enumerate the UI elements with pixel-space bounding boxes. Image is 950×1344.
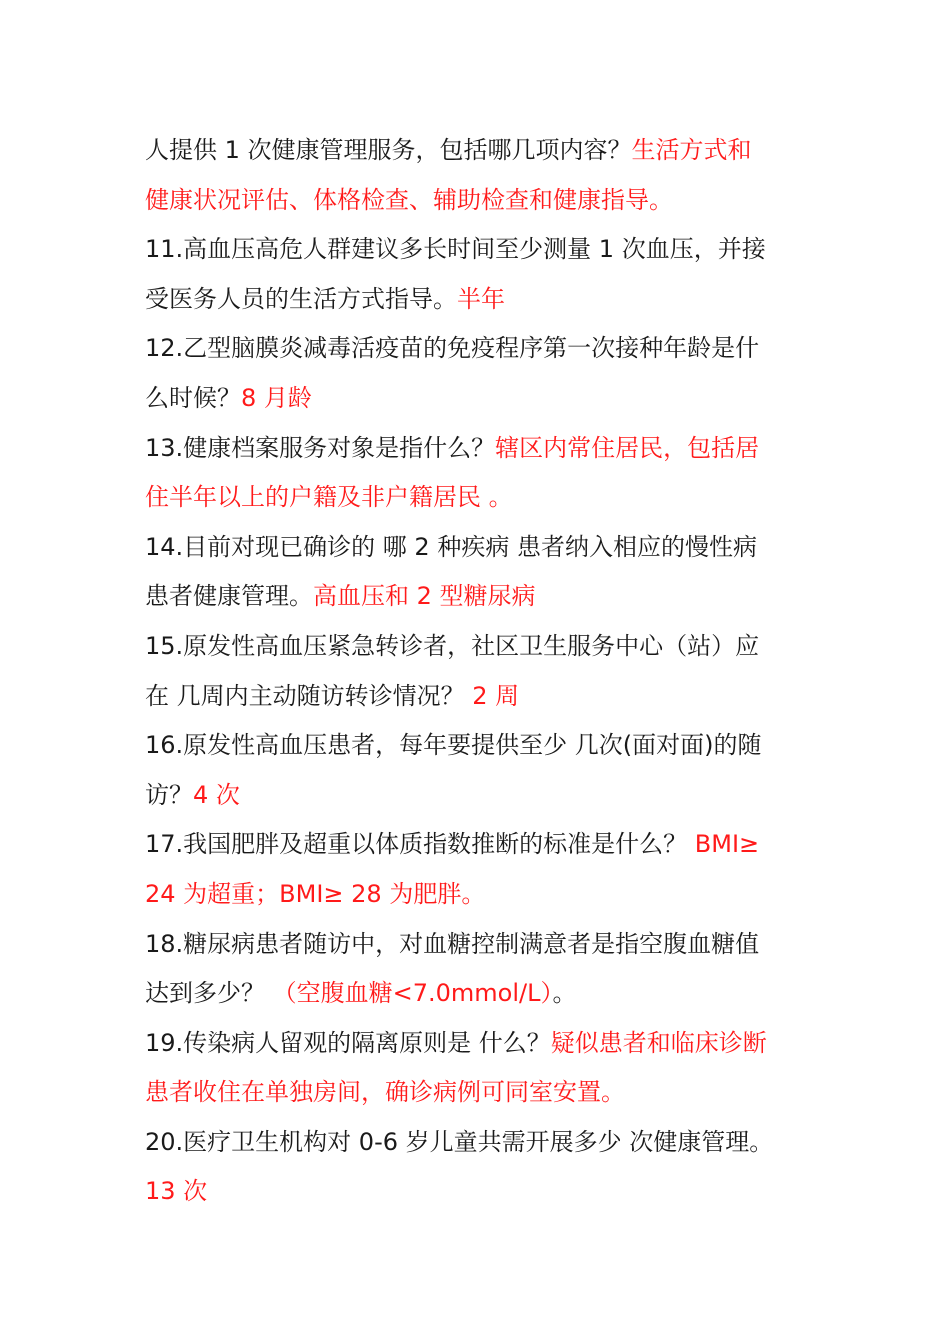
text-line: [145, 324, 810, 374]
answer-text: 健康状况评估、体格检查、辅助检查和健康指导。: [145, 185, 673, 214]
text-line: [145, 969, 810, 1019]
text-line: [145, 275, 810, 325]
question-text: 17.我国肥胖及超重以体质指数推断的标准是什么？: [145, 830, 688, 859]
text-line: [145, 820, 810, 870]
text-line: [145, 1068, 810, 1118]
answer-text: 8 月龄: [241, 383, 312, 412]
question-text: 访？: [145, 780, 193, 809]
question-text: 19.传染病人留观的隔离原则是 什么？: [145, 1028, 551, 1057]
text-line: [145, 870, 810, 920]
question-text: 16.原发性高血压患者，每年要提供至少 几次(面对面)的随: [145, 731, 762, 760]
question-text: 在 几周内主动随访转诊情况？: [145, 681, 465, 710]
answer-text: （空腹血糖<7.0mmol/L）: [265, 979, 553, 1008]
text-line: [145, 523, 810, 573]
question-text: 15.原发性高血压紧急转诊者，社区卫生服务中心（站）应: [145, 631, 760, 660]
answer-text: 辖区内常住居民，包括居: [495, 433, 760, 462]
text-line: [145, 721, 810, 771]
question-text: 20.医疗卫生机构对 0-6 岁儿童共需开展多少 次健康管理。: [145, 1127, 774, 1156]
question-text: 18.糖尿病患者随访中，对血糖控制满意者是指空腹血糖值: [145, 929, 760, 958]
question-text: 人提供 1 次健康管理服务，包括哪几项内容？: [145, 136, 632, 164]
text-line: [145, 176, 810, 226]
text-line: [145, 424, 810, 474]
text-line: [145, 920, 810, 970]
text-line: [145, 126, 810, 176]
question-text: 么时候？: [145, 383, 241, 412]
question-text: 14.目前对现已确诊的 哪 2 种疾病 患者纳入相应的慢性病: [145, 532, 757, 561]
document-page: [145, 126, 810, 1217]
text-line: [145, 1118, 810, 1168]
text-line: [145, 771, 810, 821]
answer-text: 4 次: [193, 780, 240, 809]
text-line: [145, 1167, 810, 1217]
answer-text: 疑似患者和临床诊断: [550, 1028, 767, 1057]
answer-text: 13 次: [145, 1177, 208, 1206]
answer-text: 半年: [457, 284, 505, 313]
text-line: [145, 225, 810, 275]
question-text: 达到多少？: [145, 979, 265, 1008]
question-text: 12.乙型脑膜炎减毒活疫苗的免疫程序第一次接种年龄是什: [145, 334, 760, 363]
text-line: [145, 374, 810, 424]
answer-text: BMI≥: [687, 830, 760, 859]
answer-text: 生活方式和: [631, 136, 752, 164]
text-line: [145, 1019, 810, 1069]
question-text: 患者健康管理。: [145, 582, 313, 611]
text-line: [145, 622, 810, 672]
answer-text: 患者收住在单独房间，确诊病例可同室安置。: [145, 1078, 625, 1107]
question-text: 11.高血压高危人群建议多长时间至少测量 1 次血压，并接: [145, 235, 766, 264]
question-text: 受医务人员的生活方式指导。: [145, 284, 457, 313]
text-line: [145, 473, 810, 523]
text-line: [145, 672, 810, 722]
answer-text: 住半年以上的户籍及非户籍居民 。: [145, 483, 513, 512]
trailing-text: 。: [552, 979, 577, 1008]
question-text: 13.健康档案服务对象是指什么？: [145, 433, 496, 462]
answer-text: 高血压和 2 型糖尿病: [313, 582, 536, 611]
answer-text: 24 为超重；BMI≥ 28 为肥胖。: [145, 879, 486, 908]
answer-text: 2 周: [464, 681, 520, 710]
text-line: [145, 572, 810, 622]
